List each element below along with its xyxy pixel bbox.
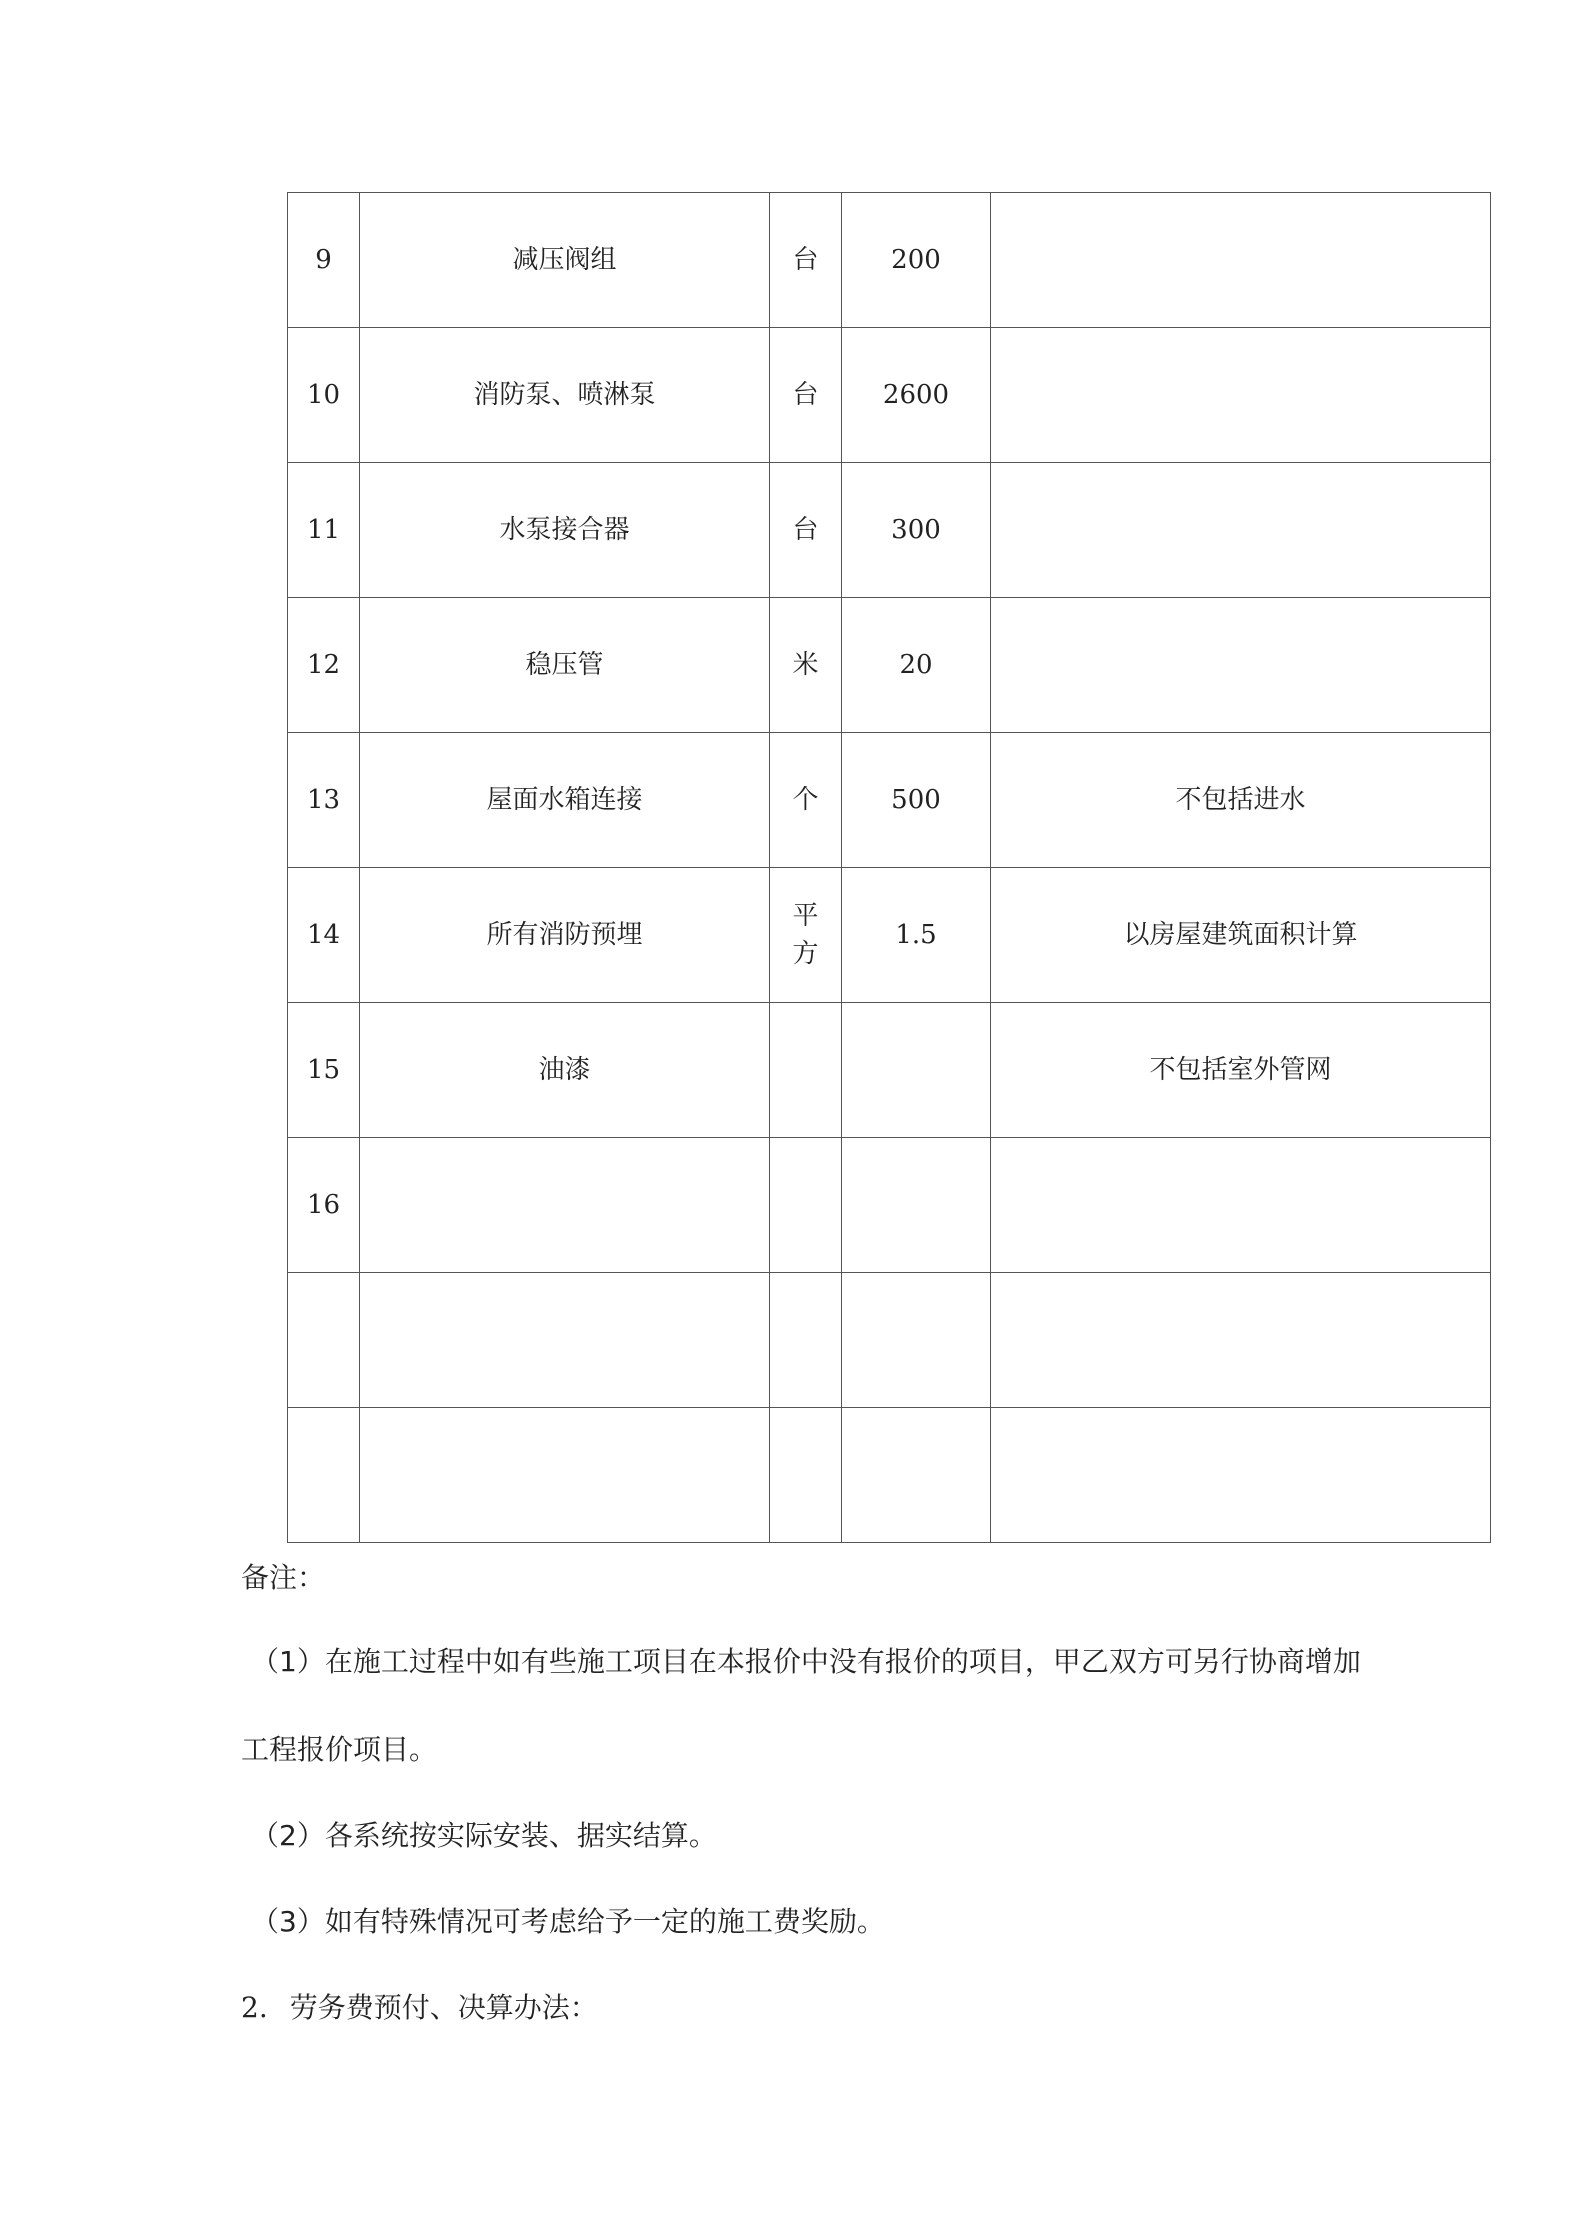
note-item-1-line-1: （1）在施工过程中如有些施工项目在本报价中没有报价的项目，甲乙双方可另行协商增加 xyxy=(251,1645,1361,1678)
unit-cell xyxy=(770,1273,842,1408)
remark-cell xyxy=(991,1138,1491,1273)
row-number-cell: 9 xyxy=(288,193,360,328)
unit-cell: 个 xyxy=(770,733,842,868)
table-row xyxy=(288,193,1491,328)
row-number-cell: 12 xyxy=(288,598,360,733)
row-number-cell xyxy=(288,1408,360,1543)
item-name-cell: 稳压管 xyxy=(360,598,770,733)
unit-cell xyxy=(770,1138,842,1273)
unit-cell: 米 xyxy=(770,598,842,733)
unit-price-cell xyxy=(842,1273,991,1408)
row-number-cell: 14 xyxy=(288,868,360,1003)
unit-price-cell: 20 xyxy=(842,598,991,733)
item-name-cell: 油漆 xyxy=(360,1003,770,1138)
unit-cell xyxy=(770,1408,842,1543)
unit-cell: 平方 xyxy=(770,868,842,1003)
item-name-cell: 屋面水箱连接 xyxy=(360,733,770,868)
unit-cell: 台 xyxy=(770,463,842,598)
table-row xyxy=(288,1408,1491,1543)
remark-cell xyxy=(991,1408,1491,1543)
note-item-3: （3）如有特殊情况可考虑给予一定的施工费奖励。 xyxy=(251,1905,885,1938)
price-table xyxy=(287,192,1491,1543)
remark-cell xyxy=(991,1273,1491,1408)
section-2-number: 2. xyxy=(241,1991,268,2024)
remark-cell: 以房屋建筑面积计算 xyxy=(991,868,1491,1003)
section-2-title: 劳务费预付、决算办法： xyxy=(289,1991,598,2024)
notes-heading: 备注： xyxy=(241,1561,326,1594)
remark-cell xyxy=(991,193,1491,328)
unit-price-cell: 1.5 xyxy=(842,868,991,1003)
unit-price-cell xyxy=(842,1003,991,1138)
table-row xyxy=(288,1273,1491,1408)
remark-cell xyxy=(991,598,1491,733)
table-row xyxy=(288,463,1491,598)
item-name-cell: 所有消防预埋 xyxy=(360,868,770,1003)
item-name-cell: 减压阀组 xyxy=(360,193,770,328)
remark-cell xyxy=(991,463,1491,598)
table-row xyxy=(288,328,1491,463)
unit-price-cell: 500 xyxy=(842,733,991,868)
table-row xyxy=(288,1138,1491,1273)
item-name-cell: 水泵接合器 xyxy=(360,463,770,598)
item-name-cell xyxy=(360,1138,770,1273)
row-number-cell: 11 xyxy=(288,463,360,598)
row-number-cell: 15 xyxy=(288,1003,360,1138)
unit-price-cell xyxy=(842,1138,991,1273)
unit-price-cell: 300 xyxy=(842,463,991,598)
item-name-cell xyxy=(360,1408,770,1543)
unit-cell: 台 xyxy=(770,193,842,328)
row-number-cell xyxy=(288,1273,360,1408)
row-number-cell: 16 xyxy=(288,1138,360,1273)
table-row xyxy=(288,598,1491,733)
unit-price-cell: 200 xyxy=(842,193,991,328)
price-table-body xyxy=(288,193,1491,1543)
remark-cell: 不包括进水 xyxy=(991,733,1491,868)
unit-price-cell: 2600 xyxy=(842,328,991,463)
unit-cell: 台 xyxy=(770,328,842,463)
unit-price-cell xyxy=(842,1408,991,1543)
table-row xyxy=(288,868,1491,1003)
note-item-2: （2）各系统按实际安装、据实结算。 xyxy=(251,1819,717,1852)
item-name-cell: 消防泵、喷淋泵 xyxy=(360,328,770,463)
table-row xyxy=(288,733,1491,868)
unit-cell xyxy=(770,1003,842,1138)
row-number-cell: 10 xyxy=(288,328,360,463)
remark-cell: 不包括室外管网 xyxy=(991,1003,1491,1138)
remark-cell xyxy=(991,328,1491,463)
item-name-cell xyxy=(360,1273,770,1408)
row-number-cell: 13 xyxy=(288,733,360,868)
section-2-heading xyxy=(241,1986,598,2026)
note-item-1-line-2: 工程报价项目。 xyxy=(241,1733,438,1766)
table-row xyxy=(288,1003,1491,1138)
